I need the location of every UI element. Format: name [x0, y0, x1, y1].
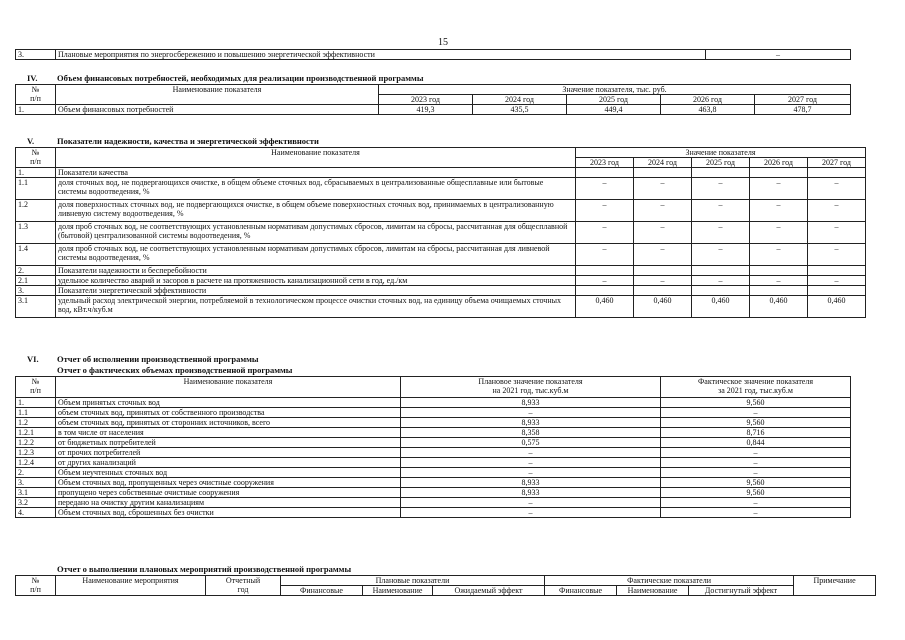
- row-plan: –: [401, 498, 661, 508]
- row-fact: –: [661, 468, 851, 478]
- row-number: 1.: [16, 105, 56, 115]
- row-value: 435,5: [473, 105, 567, 115]
- row-name: удельный расход электрической энергии, потребляемой в технологическом процессе очистки сточных вод, на единицу объема очищаемых сточных вод, кВт.ч/куб.м: [56, 296, 576, 318]
- row-number: 1.2.1: [16, 428, 56, 438]
- row-number: 4.: [16, 508, 56, 518]
- row-value: –: [634, 178, 692, 200]
- section-v-heading: [27, 136, 319, 146]
- row-plan: 8,933: [401, 478, 661, 488]
- row-number: 1.4: [16, 244, 56, 266]
- row-value: –: [634, 200, 692, 222]
- table-row: [16, 266, 866, 276]
- actual-volumes-table: [15, 376, 851, 518]
- row-value: –: [692, 276, 750, 286]
- row-fact: 0,844: [661, 438, 851, 448]
- row-value: 0,460: [750, 296, 808, 318]
- row-name: объем сточных вод, принятых от собственного производства: [56, 408, 401, 418]
- row-name: Показатели энергетической эффективности: [56, 286, 576, 296]
- header-plan: Плановые показатели: [281, 576, 545, 586]
- row-value: –: [692, 244, 750, 266]
- row-name: Объем неучтенных сточных вод: [56, 468, 401, 478]
- row-plan: 0,575: [401, 438, 661, 448]
- row-number: 3.2: [16, 498, 56, 508]
- row-name: Объем сточных вод, сброшенных без очистки: [56, 508, 401, 518]
- row-value: –: [634, 222, 692, 244]
- section-v-title: Показатели надежности, качества и энергетической эффективности: [57, 136, 319, 146]
- planned-measures-table: [15, 575, 876, 596]
- table-row: [16, 448, 851, 458]
- header-year: 2027 год: [755, 95, 851, 105]
- row-number: 1.2.4: [16, 458, 56, 468]
- header-value: Значение показателя, тыс. руб.: [379, 85, 851, 95]
- row-number: 1.2.2: [16, 438, 56, 448]
- header-num: № п/п: [16, 377, 56, 398]
- table-row: [16, 222, 866, 244]
- row-value: –: [750, 244, 808, 266]
- table-row: [16, 468, 851, 478]
- table-row: [16, 488, 851, 498]
- table-row: [16, 478, 851, 488]
- row-value: 419,3: [379, 105, 473, 115]
- reliability-table: [15, 147, 866, 318]
- row-name: от других канализаций: [56, 458, 401, 468]
- row-number: 1.1: [16, 408, 56, 418]
- table-row: [16, 398, 851, 408]
- header-num: № п/п: [16, 148, 56, 168]
- row-number: 3.: [16, 50, 56, 60]
- row-name: Показатели качества: [56, 168, 576, 178]
- section-iv-title: Объем финансовых потребностей, необходимых для реализации производственной программы: [57, 73, 424, 83]
- table-row: [16, 418, 851, 428]
- row-plan: 8,933: [401, 418, 661, 428]
- row-number: 1.1: [16, 178, 56, 200]
- row-name: объем сточных вод, принятых от сторонних источников, всего: [56, 418, 401, 428]
- header-name: Наименование показателя: [56, 85, 379, 105]
- table-row: [16, 438, 851, 448]
- row-value: –: [750, 178, 808, 200]
- row-value: –: [808, 222, 866, 244]
- table-row: [16, 168, 866, 178]
- row-fact: –: [661, 498, 851, 508]
- table-row: [16, 276, 866, 286]
- table-row: [16, 244, 866, 266]
- header-num: № п/п: [16, 576, 56, 596]
- row-name: от бюджетных потребителей: [56, 438, 401, 448]
- row-fact: 9,560: [661, 488, 851, 498]
- row-number: 2.: [16, 468, 56, 478]
- row-value: –: [750, 276, 808, 286]
- section-iv-number: IV.: [27, 73, 38, 83]
- row-plan: –: [401, 448, 661, 458]
- header-name: Наименование показателя: [56, 377, 401, 398]
- table-row: [16, 286, 866, 296]
- row-value: 0,460: [808, 296, 866, 318]
- row-plan: –: [401, 408, 661, 418]
- header-year: 2024 год: [634, 158, 692, 168]
- header-year: 2026 год: [661, 95, 755, 105]
- row-fact: –: [661, 408, 851, 418]
- row-value: –: [576, 200, 634, 222]
- section-vi-heading: [27, 354, 259, 364]
- row-name: передано на очистку другим канализациям: [56, 498, 401, 508]
- table-row: [16, 428, 851, 438]
- row-name: от прочих потребителей: [56, 448, 401, 458]
- header-value: Значение показателя: [576, 148, 866, 158]
- row-value: –: [808, 244, 866, 266]
- table-row: [16, 296, 866, 318]
- section-vi-number: VI.: [27, 354, 39, 364]
- row-fact: 9,560: [661, 398, 851, 408]
- row-value: –: [706, 50, 851, 60]
- row-fact: –: [661, 458, 851, 468]
- table-row: [16, 200, 866, 222]
- row-number: 2.1: [16, 276, 56, 286]
- header-year: 2024 год: [473, 95, 567, 105]
- row-value: 0,460: [634, 296, 692, 318]
- row-value: –: [576, 244, 634, 266]
- row-plan: 8,933: [401, 488, 661, 498]
- header-name: Наименование показателя: [56, 148, 576, 168]
- row-value: –: [692, 200, 750, 222]
- row-number: 2.: [16, 266, 56, 276]
- row-name: Объем сточных вод, пропущенных через очистные сооружения: [56, 478, 401, 488]
- row-fact: –: [661, 508, 851, 518]
- row-number: 1.2: [16, 418, 56, 428]
- row-value: –: [808, 178, 866, 200]
- row-plan: 8,358: [401, 428, 661, 438]
- header-fact-col: Наименование: [617, 586, 689, 596]
- row-plan: –: [401, 458, 661, 468]
- table-row: [16, 508, 851, 518]
- header-year: Отчетный год: [206, 576, 281, 596]
- header-plan: Плановое значение показателя на 2021 год, тыс.куб.м: [401, 377, 661, 398]
- header-note: Примечание: [794, 576, 876, 596]
- table-header-row: [16, 85, 851, 95]
- row-fact: 8,716: [661, 428, 851, 438]
- header-plan-col: Наименование: [363, 586, 433, 596]
- row-number: 3.1: [16, 488, 56, 498]
- row-value: –: [808, 276, 866, 286]
- row-value: –: [576, 276, 634, 286]
- financial-needs-table: [15, 84, 851, 115]
- header-name: Наименование мероприятия: [56, 576, 206, 596]
- row-value: 449,4: [567, 105, 661, 115]
- section-vi-title: Отчет об исполнении производственной программы: [57, 354, 259, 364]
- row-name: доля сточных вод, не подвергающихся очистке, в общем объеме сточных вод, сбрасываемых в централизованные общесплавные или бытовые системы водоотведения, %: [56, 178, 576, 200]
- row-number: 3.: [16, 478, 56, 488]
- row-label: Плановые мероприятия по энергосбережению и повышению энергетической эффективности: [56, 50, 706, 60]
- row-fact: 9,560: [661, 478, 851, 488]
- header-year: 2026 год: [750, 158, 808, 168]
- header-year: 2023 год: [379, 95, 473, 105]
- header-fact: Фактическое значение показателя за 2021 год, тыс.куб.м: [661, 377, 851, 398]
- row-name: Объем принятых сточных вод: [56, 398, 401, 408]
- row-value: 0,460: [576, 296, 634, 318]
- header-plan-col: Финансовые: [281, 586, 363, 596]
- row-name: доля поверхностных сточных вод, не подвергающихся очистке, в общем объеме поверхностных сточных вод, принимаемых в централизованную ливневую систему водоотведения, %: [56, 200, 576, 222]
- table-header-row: [16, 148, 866, 158]
- row-name: доля проб сточных вод, не соответствующих установленным нормативам допустимых сбросов, лимитам на сбросы, рассчитанная для общесплавной (бытовой) централизованной системы водоотведения, %: [56, 222, 576, 244]
- header-fact-col: Достигнутый эффект: [689, 586, 794, 596]
- header-fact-col: Финансовые: [545, 586, 617, 596]
- row-value: –: [750, 200, 808, 222]
- row-name: удельное количество аварий и засоров в расчете на протяженность канализационной сети в год, ед./км: [56, 276, 576, 286]
- row-value: 463,8: [661, 105, 755, 115]
- header-year: 2025 год: [567, 95, 661, 105]
- section-measures-subtitle: Отчет о выполнении плановых мероприятий производственной программы: [57, 564, 352, 574]
- row-value: –: [692, 222, 750, 244]
- section-iv-heading: [27, 73, 423, 83]
- page-number: 15: [438, 37, 448, 48]
- row-name: в том числе от населения: [56, 428, 401, 438]
- row-value: –: [750, 222, 808, 244]
- row-number: 1.: [16, 168, 56, 178]
- row-fact: 9,560: [661, 418, 851, 428]
- header-fact: Фактические показатели: [545, 576, 794, 586]
- header-year: 2023 год: [576, 158, 634, 168]
- header-year: 2027 год: [808, 158, 866, 168]
- row-number: 3.: [16, 286, 56, 296]
- table-row: [16, 178, 866, 200]
- row-value: 0,460: [692, 296, 750, 318]
- row-value: 478,7: [755, 105, 851, 115]
- header-plan-col: Ожидаемый эффект: [433, 586, 545, 596]
- row-value: –: [808, 200, 866, 222]
- row-value: –: [692, 178, 750, 200]
- row-value: –: [634, 276, 692, 286]
- row-number: 3.1: [16, 296, 56, 318]
- table-row: [16, 105, 851, 115]
- row-number: 1.3: [16, 222, 56, 244]
- table-row: [16, 498, 851, 508]
- table-row: [16, 458, 851, 468]
- row-name: Показатели надежности и бесперебойности: [56, 266, 576, 276]
- row-number: 1.: [16, 398, 56, 408]
- section-vi-subtitle: Отчет о фактических объемах производственной программы: [57, 365, 293, 375]
- row-name: пропущено через собственные очистные сооружения: [56, 488, 401, 498]
- row-plan: –: [401, 508, 661, 518]
- top-row-table: [15, 49, 851, 60]
- row-name: Объем финансовых потребностей: [56, 105, 379, 115]
- row-number: 1.2.3: [16, 448, 56, 458]
- header-num: № п/п: [16, 85, 56, 105]
- row-plan: –: [401, 468, 661, 478]
- table-row: [16, 50, 851, 60]
- row-fact: –: [661, 448, 851, 458]
- header-year: 2025 год: [692, 158, 750, 168]
- section-v-number: V.: [27, 136, 35, 146]
- table-row: [16, 408, 851, 418]
- table-header-row: [16, 377, 851, 398]
- row-number: 1.2: [16, 200, 56, 222]
- table-header-row: [16, 576, 876, 586]
- row-value: –: [576, 178, 634, 200]
- row-plan: 8,933: [401, 398, 661, 408]
- row-value: –: [634, 244, 692, 266]
- row-value: –: [576, 222, 634, 244]
- row-name: доля проб сточных вод, не соответствующих установленным нормативам допустимых сбросов, лимитам на сбросы, рассчитанная для ливневой системы водоотведения, %: [56, 244, 576, 266]
